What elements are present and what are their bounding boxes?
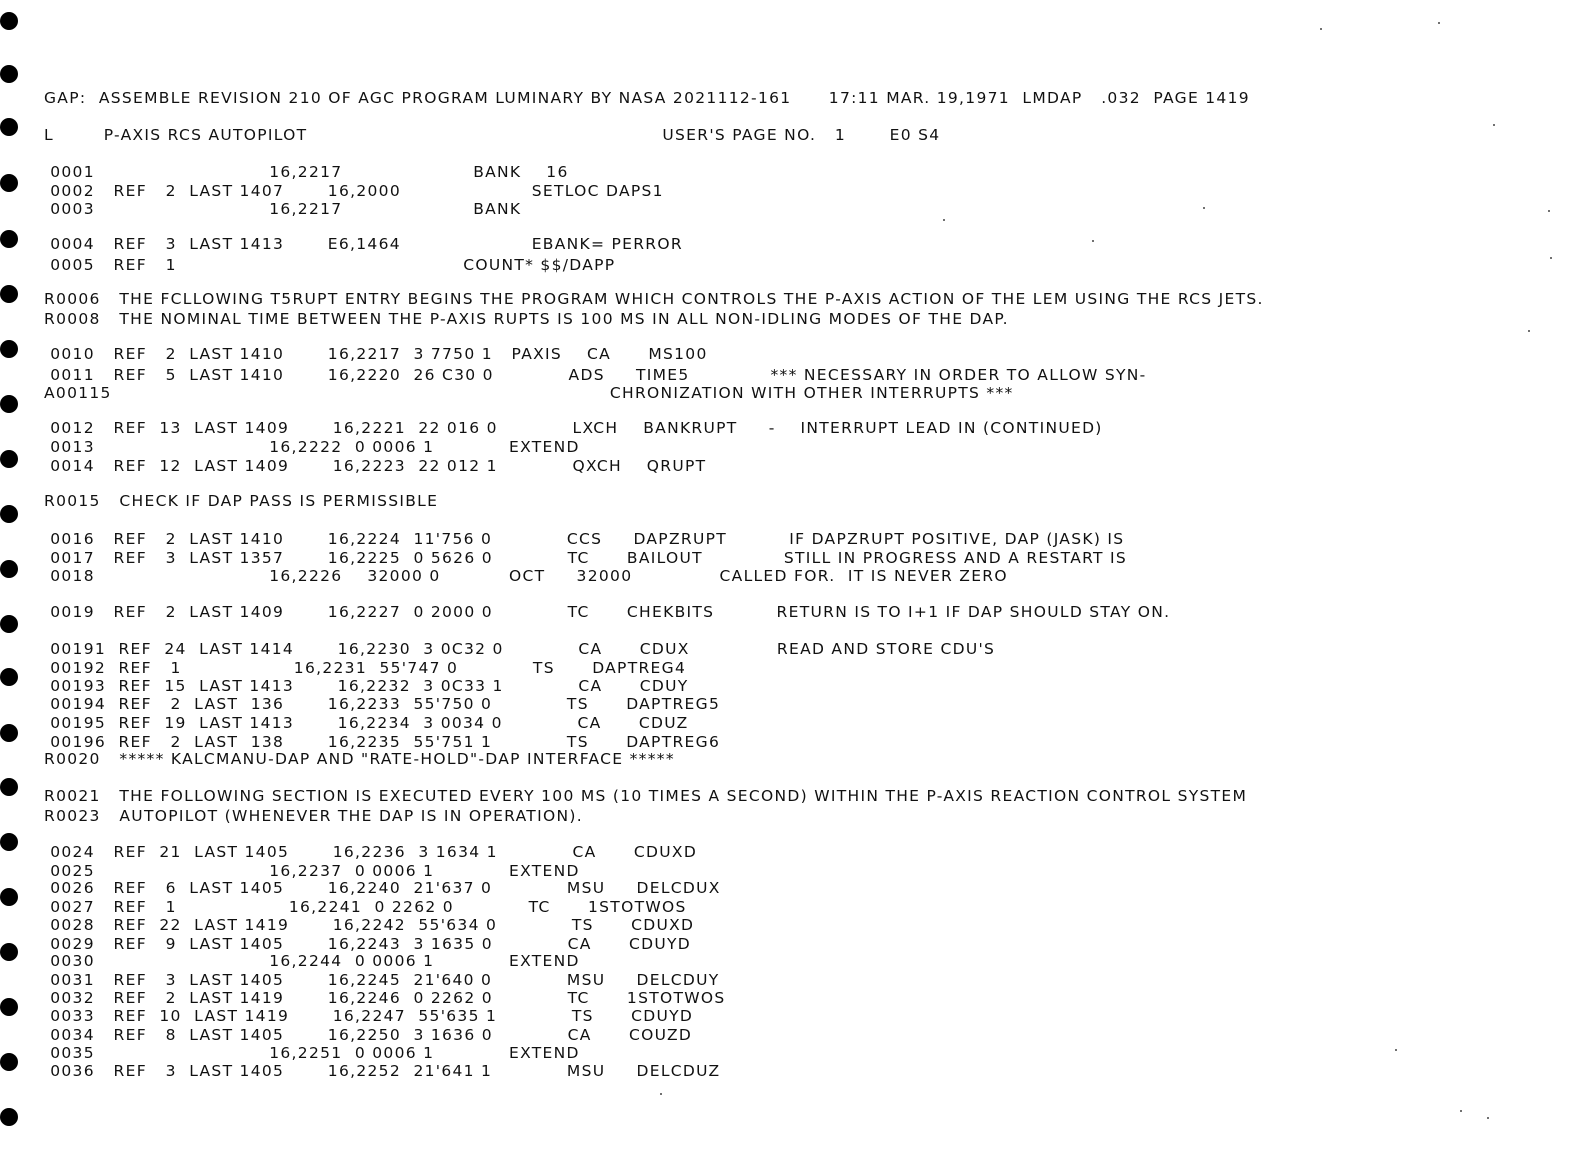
listing-line: 0001 16,2217 BANK 16 bbox=[44, 163, 569, 181]
listing-line: 00193 REF 15 LAST 1413 16,2232 3 0C33 1 CA CDUY bbox=[44, 677, 689, 695]
feed-hole bbox=[0, 230, 18, 248]
listing-line: 0010 REF 2 LAST 1410 16,2217 3 7750 1 PAXIS CA MS100 bbox=[44, 345, 708, 363]
feed-hole bbox=[0, 450, 18, 468]
listing-line: 0017 REF 3 LAST 1357 16,2225 0 5626 0 TC BAILOUT STILL IN PROGRESS AND A RESTART IS bbox=[44, 549, 1128, 567]
listing-line: 0013 16,2222 0 0006 1 EXTEND bbox=[44, 438, 580, 456]
listing-line: 00191 REF 24 LAST 1414 16,2230 3 0C32 0 CA CDUX READ AND STORE CDU'S bbox=[44, 640, 996, 658]
listing-line: R0023 AUTOPILOT (WHENEVER THE DAP IS IN OPERATION). bbox=[44, 807, 583, 825]
feed-hole bbox=[0, 560, 18, 578]
listing-subheader: L P-AXIS RCS AUTOPILOT USER'S PAGE NO. 1 E0 S4 bbox=[44, 126, 941, 144]
listing-line: 0027 REF 1 16,2241 0 2262 0 TC 1STOTWOS bbox=[44, 898, 687, 916]
listing-line: 0035 16,2251 0 0006 1 EXTEND bbox=[44, 1044, 580, 1062]
scan-speck bbox=[1550, 257, 1552, 259]
feed-hole bbox=[0, 1108, 18, 1126]
listing-line: 00196 REF 2 LAST 138 16,2235 55'751 1 TS DAPTREG6 bbox=[44, 733, 721, 751]
listing-line: 0016 REF 2 LAST 1410 16,2224 11'756 0 CCS DAPZRUPT IF DAPZRUPT POSITIVE, DAP (JASK) IS bbox=[44, 530, 1125, 548]
listing-line: 00194 REF 2 LAST 136 16,2233 55'750 0 TS DAPTREG5 bbox=[44, 695, 721, 713]
feed-hole bbox=[0, 65, 18, 83]
feed-hole bbox=[0, 888, 18, 906]
feed-hole bbox=[0, 668, 18, 686]
listing-line: 0026 REF 6 LAST 1405 16,2240 21'637 0 MSU DELCDUX bbox=[44, 879, 721, 897]
listing-line: 0036 REF 3 LAST 1405 16,2252 21'641 1 MSU DELCDUZ bbox=[44, 1062, 721, 1080]
feed-hole bbox=[0, 943, 18, 961]
feed-hole bbox=[0, 998, 18, 1016]
listing-line: 0002 REF 2 LAST 1407 16,2000 SETLOC DAPS1 bbox=[44, 182, 664, 200]
feed-hole bbox=[0, 615, 18, 633]
listing-line: 0034 REF 8 LAST 1405 16,2250 3 1636 0 CA COUZD bbox=[44, 1026, 693, 1044]
scan-speck bbox=[1548, 210, 1550, 212]
listing-line: 0024 REF 21 LAST 1405 16,2236 3 1634 1 CA CDUXD bbox=[44, 843, 698, 861]
listing-line: 0025 16,2237 0 0006 1 EXTEND bbox=[44, 862, 580, 880]
listing-line: R0006 THE FCLLOWING T5RUPT ENTRY BEGINS THE PROGRAM WHICH CONTROLS THE P-AXIS ACTION OF THE LEM USING THE RCS JETS. bbox=[44, 290, 1264, 308]
feed-hole bbox=[0, 778, 18, 796]
listing-line: 0014 REF 12 LAST 1409 16,2223 22 012 1 QXCH QRUPT bbox=[44, 457, 707, 475]
listing-line: 0012 REF 13 LAST 1409 16,2221 22 016 0 LXCH BANKRUPT - INTERRUPT LEAD IN (CONTINUED) bbox=[44, 419, 1103, 437]
feed-hole bbox=[0, 340, 18, 358]
scan-speck bbox=[1092, 240, 1094, 242]
listing-line: R0020 ***** KALCMANU-DAP AND "RATE-HOLD"-DAP INTERFACE ***** bbox=[44, 750, 675, 768]
feed-hole bbox=[0, 724, 18, 742]
scan-speck bbox=[1528, 330, 1530, 332]
listing-line: 0032 REF 2 LAST 1419 16,2246 0 2262 0 TC 1STOTWOS bbox=[44, 989, 726, 1007]
feed-hole bbox=[0, 505, 18, 523]
listing-line: 0029 REF 9 LAST 1405 16,2243 3 1635 0 CA CDUYD bbox=[44, 935, 691, 953]
listing-line: A00115 CHRONIZATION WITH OTHER INTERRUPTS *** bbox=[44, 384, 1014, 402]
listing-line: 0005 REF 1 COUNT* $$/DAPP bbox=[44, 256, 616, 274]
feed-hole bbox=[0, 118, 18, 136]
listing-line: 0004 REF 3 LAST 1413 E6,1464 EBANK= PERROR bbox=[44, 235, 683, 253]
listing-line: 00192 REF 1 16,2231 55'747 0 TS DAPTREG4 bbox=[44, 659, 687, 677]
scan-speck bbox=[1395, 1049, 1397, 1051]
tractor-feed-holes bbox=[0, 0, 26, 1167]
scan-speck bbox=[1203, 207, 1205, 209]
listing-line: 0018 16,2226 32000 0 OCT 32000 CALLED FOR. IT IS NEVER ZERO bbox=[44, 567, 1008, 585]
feed-hole bbox=[0, 174, 18, 192]
feed-hole bbox=[0, 12, 18, 30]
scan-speck bbox=[1460, 1110, 1462, 1112]
listing-line: R0015 CHECK IF DAP PASS IS PERMISSIBLE bbox=[44, 492, 439, 510]
feed-hole bbox=[0, 1053, 18, 1071]
listing-line: 0028 REF 22 LAST 1419 16,2242 55'634 0 TS CDUXD bbox=[44, 916, 695, 934]
listing-line: 0030 16,2244 0 0006 1 EXTEND bbox=[44, 952, 580, 970]
scan-speck bbox=[1487, 1117, 1489, 1119]
listing-line: R0008 THE NOMINAL TIME BETWEEN THE P-AXIS RUPTS IS 100 MS IN ALL NON-IDLING MODES OF THE DAP. bbox=[44, 310, 1009, 328]
scan-speck bbox=[943, 219, 945, 221]
scan-speck bbox=[1320, 28, 1322, 30]
scan-speck bbox=[660, 1093, 662, 1095]
listing-line: 00195 REF 19 LAST 1413 16,2234 3 0034 0 CA CDUZ bbox=[44, 714, 689, 732]
listing-line: 0019 REF 2 LAST 1409 16,2227 0 2000 0 TC CHEKBITS RETURN IS TO I+1 IF DAP SHOULD STAY ON. bbox=[44, 603, 1171, 621]
listing-line: 0003 16,2217 BANK bbox=[44, 200, 522, 218]
feed-hole bbox=[0, 395, 18, 413]
listing-line: R0021 THE FOLLOWING SECTION IS EXECUTED EVERY 100 MS (10 TIMES A SECOND) WITHIN THE P-AXIS REACTION CONTROL SYSTEM bbox=[44, 787, 1248, 805]
listing-header: GAP: ASSEMBLE REVISION 210 OF AGC PROGRAM LUMINARY BY NASA 2021112-161 17:11 MAR. 19,1971 LMDAP .032 PAGE 1419 bbox=[44, 89, 1250, 107]
listing-line: 0033 REF 10 LAST 1419 16,2247 55'635 1 TS CDUYD bbox=[44, 1007, 694, 1025]
scan-speck bbox=[1438, 22, 1440, 24]
feed-hole bbox=[0, 285, 18, 303]
scan-speck bbox=[1493, 124, 1495, 126]
listing-line: 0011 REF 5 LAST 1410 16,2220 26 C30 0 ADS TIME5 *** NECESSARY IN ORDER TO ALLOW SYN- bbox=[44, 366, 1147, 384]
listing-line: 0031 REF 3 LAST 1405 16,2245 21'640 0 MSU DELCDUY bbox=[44, 971, 720, 989]
feed-hole bbox=[0, 833, 18, 851]
